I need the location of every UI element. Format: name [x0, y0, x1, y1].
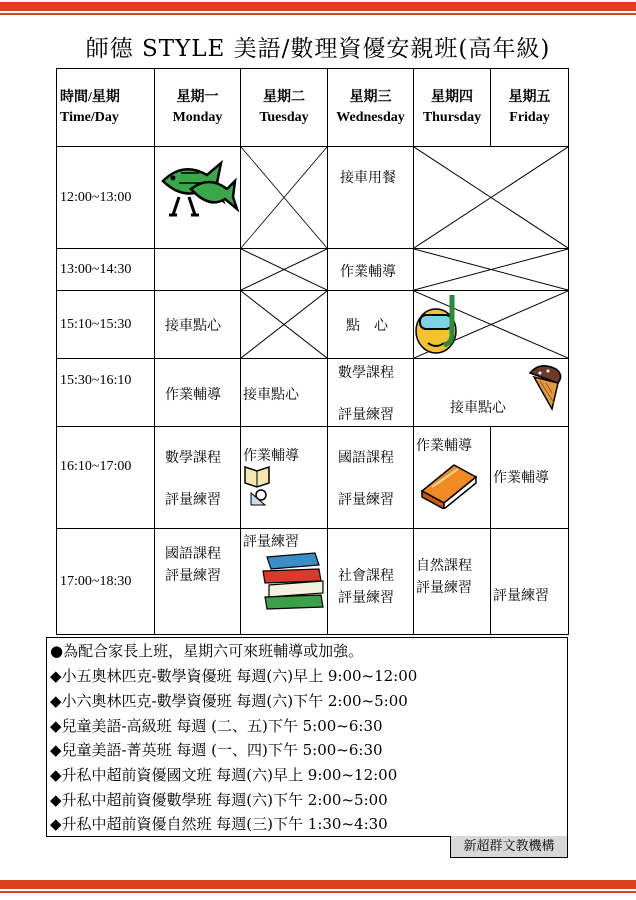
note-line: ◆升私中超前資優數學班 每週(六)下午 2:00~5:00 — [50, 791, 388, 809]
cell-thursday: 作業輔導 — [414, 427, 491, 529]
cell-monday: 接車點心 — [155, 291, 241, 359]
cross-mark-icon — [241, 291, 327, 358]
cell-thursday: 自然課程 評量練習 — [414, 529, 491, 635]
cell-tuesday-empty — [241, 249, 328, 291]
note-line: ◆升私中超前資優國文班 每週(六)早上 9:00~12:00 — [50, 766, 398, 784]
cell-monday — [155, 147, 241, 249]
table-row — [57, 249, 569, 291]
time-cell: 15:30~16:10 — [57, 359, 155, 427]
cell-tuesday: 接車點心 — [241, 359, 328, 427]
note-line: ●為配合家長上班，星期六可來班輔導或加強。 — [50, 642, 364, 660]
cell-monday: 國語課程 評量練習 — [155, 529, 241, 635]
cross-mark-icon — [241, 147, 327, 248]
header-row — [57, 69, 569, 147]
time-cell: 15:10~15:30 — [57, 291, 155, 359]
header-wednesday: 星期三 Wednesday — [328, 69, 414, 147]
cell-monday-blank — [155, 249, 241, 291]
page-title: 師德 STYLE 美語/數理資優安親班(高年級) — [85, 36, 551, 62]
cell-tuesday: 評量練習 — [241, 529, 328, 635]
cell-thursday-friday: 接車點心 — [414, 359, 569, 427]
organization-label: 新超群文教機構 — [450, 836, 568, 858]
time-cell: 16:10~17:00 — [57, 427, 155, 529]
note-line: ◆小五奧林匹克-數學資優班 每週(六)早上 9:00~12:00 — [50, 667, 418, 685]
cell-wednesday: 點 心 — [328, 291, 414, 359]
cross-mark-icon — [241, 249, 327, 290]
cross-mark-icon — [414, 147, 568, 248]
header-time-day: 時間/星期 Time/Day — [57, 69, 155, 147]
table-row — [57, 359, 569, 427]
table-row — [57, 427, 569, 529]
cell-wednesday: 社會課程 評量練習 — [328, 529, 414, 635]
notes-box — [46, 637, 568, 837]
note-line: ◆小六奧林匹克-數學資優班 每週(六)下午 2:00~5:00 — [50, 692, 408, 710]
header-friday: 星期五 Friday — [491, 69, 569, 147]
cell-wednesday: 國語課程 評量練習 — [328, 427, 414, 529]
cell-thursday-friday-empty — [414, 291, 569, 359]
cell-monday: 作業輔導 — [155, 359, 241, 427]
bottom-border-bar — [0, 880, 636, 893]
schedule-table — [56, 68, 569, 635]
note-line: ◆升私中超前資優自然班 每週(三)下午 1:30~4:30 — [50, 815, 388, 833]
cell-tuesday: 作業輔導 — [241, 427, 328, 529]
snorkel-mask-clipart-icon — [414, 291, 460, 355]
note-line: ◆兒童美語-高級班 每週 (二、五)下午 5:00~6:30 — [50, 717, 383, 735]
cell-monday: 數學課程 評量練習 — [155, 427, 241, 529]
time-cell: 12:00~13:00 — [57, 147, 155, 249]
header-tuesday: 星期二 Tuesday — [241, 69, 328, 147]
cell-thursday-friday-empty — [414, 249, 569, 291]
cell-friday: 評量練習 — [491, 529, 569, 635]
ice-cream-cone-clipart-icon — [526, 363, 566, 411]
top-border-bar — [0, 2, 636, 15]
time-cell: 13:00~14:30 — [57, 249, 155, 291]
fish-clipart-icon — [159, 153, 239, 221]
cell-wednesday: 接車用餐 — [328, 147, 414, 249]
cell-tuesday-empty — [241, 291, 328, 359]
note-line: ◆兒童美語-菁英班 每週 (一、四)下午 5:00~6:30 — [50, 741, 383, 759]
table-row — [57, 291, 569, 359]
header-thursday: 星期四 Thursday — [414, 69, 491, 147]
cell-wednesday: 作業輔導 — [328, 249, 414, 291]
table-row — [57, 147, 569, 249]
cross-mark-icon — [414, 249, 568, 290]
cell-friday: 作業輔導 — [491, 427, 569, 529]
book-reading-clipart-icon — [243, 463, 273, 507]
cell-tuesday-empty — [241, 147, 328, 249]
time-cell: 17:00~18:30 — [57, 529, 155, 635]
cell-wednesday: 數學課程 評量練習 — [328, 359, 414, 427]
table-row — [57, 529, 569, 635]
book-stack-clipart-icon — [261, 549, 327, 613]
orange-book-clipart-icon — [418, 461, 480, 509]
cell-thursday-friday-empty — [414, 147, 569, 249]
header-monday: 星期一 Monday — [155, 69, 241, 147]
